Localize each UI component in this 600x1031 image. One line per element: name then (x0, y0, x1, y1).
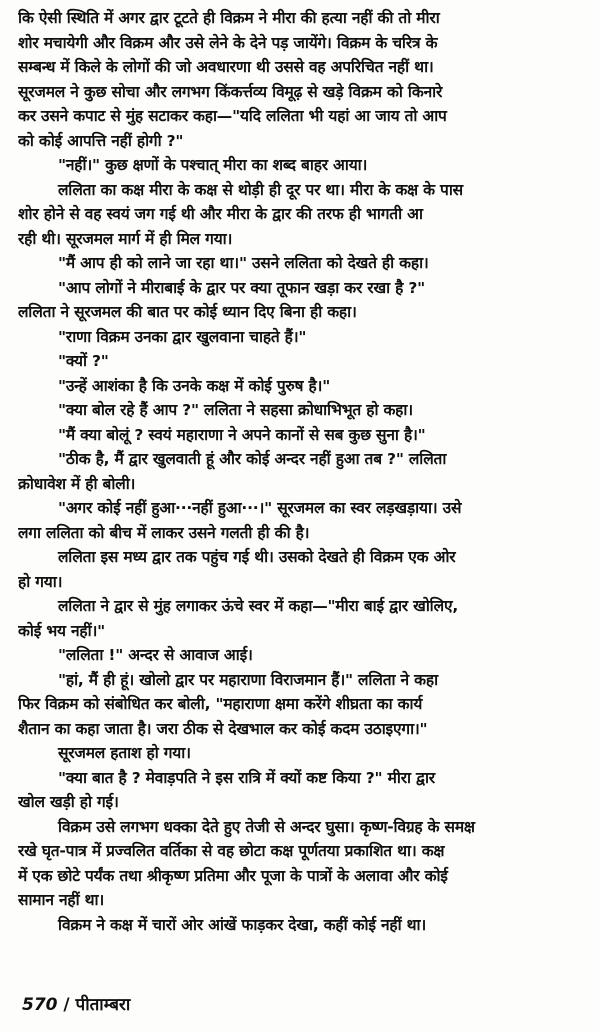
text-line: रखे घृत-पात्र में प्रज्वलित वर्तिका से वह छोटा कक्ष पूर्णतया प्रकाशित था। कक्ष (18, 842, 445, 860)
body-text (18, 6, 584, 937)
text-line: को कोई आपत्ति नहीं होगी ?" (18, 131, 184, 150)
text-line: विक्रम ने कक्ष में चारों ओर आंखें फाड़कर देखा, कहीं कोई नहीं था। (58, 915, 427, 934)
text-line: शैतान का कहा जाता है। जरा ठीक से देखभाल कर कोई कदम उठाइएगा।" (18, 719, 428, 738)
text-line: ललिता इस मध्य द्वार तक पहुंच गई थी। उसको देखते ही विक्रम एक ओर (58, 548, 456, 566)
page-footer (22, 992, 130, 1015)
text-line: हो गया। (18, 572, 63, 591)
text-line: "क्या बोल रहे हैं आप ?" ललिता ने सहसा क्रोधाभिभूत हो कहा। (58, 401, 413, 419)
text-line: फिर विक्रम को संबोधित कर बोली, "महाराणा क्षमा करेंगे शीघ्रता का कार्य (18, 695, 423, 713)
text-line: कि ऐसी स्थिति में अगर द्वार टूटते ही विक्रम ने मीरा की हत्या नहीं की तो मीरा (18, 9, 440, 27)
text-line: ललिता ने सूरजमल की बात पर कोई ध्यान दिए बिना ही कहा। (18, 303, 357, 321)
text-line: "आप लोगों ने मीराबाई के द्वार पर क्या तूफान खड़ा कर रखा है ?" (58, 278, 426, 297)
text-line: लगा ललिता को बीच में लाकर उसने गलती ही की है। (18, 523, 310, 542)
text-line: "उन्हें आशंका है कि उनके कक्ष में कोई पुरुष है।" (58, 376, 331, 395)
text-line: "क्यों ?" (58, 352, 109, 370)
text-line: "हां, मैं ही हूं। खोलो द्वार पर महाराणा विराजमान हैं।" ललिता ने कहा (58, 670, 438, 689)
footer-separator: / (57, 995, 76, 1015)
text-line: सामान नहीं था। (18, 891, 105, 909)
text-line: कर उसने कपाट से मुंह सटाकर कहा—"यदि ललिता भी यहां आ जाय तो आप (18, 107, 447, 125)
text-line: सूरजमल ने कुछ सोचा और लगभग किंकर्त्तव्य विमूढ़ से खड़े विक्रम को किनारे (18, 82, 443, 101)
text-line: रही थी। सूरजमल मार्ग में ही मिल गया। (18, 229, 233, 248)
text-line: "ललिता !" अन्दर से आवाज आई। (58, 646, 253, 664)
text-line: "नहीं।" कुछ क्षणों के पश्चात् मीरा का शब्द बाहर आया। (58, 156, 368, 174)
text-line: विक्रम उसे लगभग धक्का देते हुए तेजी से अन्दर घुसा। कृष्ण-विग्रह के समक्ष (58, 817, 475, 836)
text-line: "मैं क्या बोलूं ? स्वयं महाराणा ने अपने कानों से सब कुछ सुना है।" (58, 425, 426, 444)
text-line: "मैं आप ही को लाने जा रहा था।" उसने ललिता को देखते ही कहा। (58, 254, 429, 272)
text-line: सूरजमल हताश हो गया। (58, 744, 191, 762)
text-line: शोर होने से वह स्वयं जग गई थी और मीरा के द्वार की तरफ ही भागती आ (18, 205, 423, 223)
text-line: "राणा विक्रम उनका द्वार खुलवाना चाहते हैं।" (58, 327, 307, 346)
text-line: "ठीक है, मैं द्वार खुलवाती हूं और कोई अन्दर नहीं हुआ तब ?" ललिता (58, 450, 447, 468)
page-number: 570 (22, 995, 58, 1015)
text-line: सम्बन्ध में किले के लोगों की जो अवधारणा थी उससे वह अपरिचित नहीं था। (18, 58, 434, 76)
text-line: ललिता ने द्वार से मुंह लगाकर ऊंचे स्वर में कहा—"मीरा बाई द्वार खोलिए, (58, 597, 459, 615)
text-line: कोई भय नहीं।" (18, 621, 106, 640)
book-title: पीताम्बरा (75, 995, 131, 1015)
text-line: "क्या बात है ? मेवाड़पति ने इस रात्रि में क्यों कष्ट किया ?" मीरा द्वार (58, 768, 435, 787)
text-line: शोर मचायेगी और विक्रम और उसे लेने के देने पड़ जायेंगे। विक्रम के चरित्र के (18, 33, 438, 52)
text-line: में एक छोटे पर्यंक तथा श्रीकृष्ण प्रतिमा और पूजा के पात्रों के अलावा और कोई (18, 866, 448, 885)
text-line: ललिता का कक्ष मीरा के कक्ष से थोड़ी ही दूर पर था। मीरा के कक्ष के पास (58, 180, 463, 199)
text-line: "अगर कोई नहीं हुआ···नहीं हुआ···।" सूरजमल का स्वर लड़खड़ाया। उसे (58, 499, 462, 517)
text-line: खोल खड़ी हो गई। (18, 793, 119, 811)
text-line: क्रोधावेश में ही बोली। (18, 474, 136, 493)
